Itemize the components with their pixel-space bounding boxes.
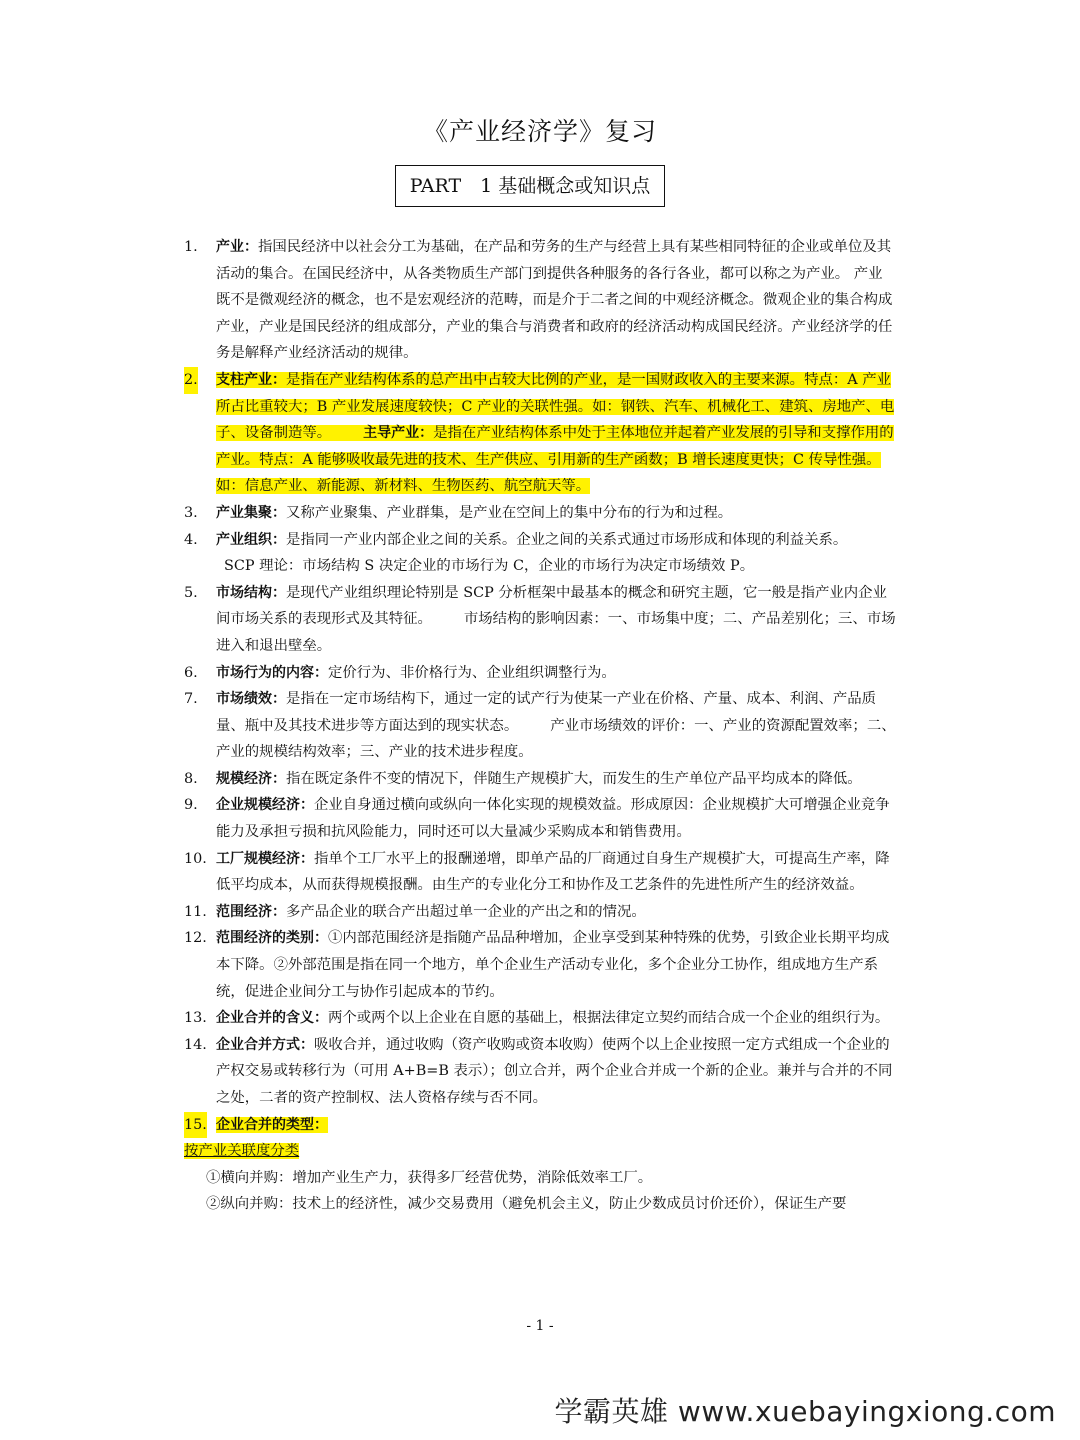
list-item-1 bbox=[184, 234, 896, 367]
item-number: 10. bbox=[184, 850, 207, 867]
part-heading-box: PART 1 基础概念或知识点 bbox=[395, 165, 665, 207]
list-item-12 bbox=[184, 925, 896, 1005]
item-text-2: 是指在产业结构体系中处于主体地位并起着产业发展的引导和支撑作用的产业。特点：A 能够吸收最先进的技术、生产供应、引用新的生产函数；B 增长速度更快；C 传导性强。如：信息产业、新能源、新材料、生物医药、航空航天等。 bbox=[216, 425, 894, 495]
item-number: 2. bbox=[184, 367, 198, 394]
item-number: 12. bbox=[184, 930, 207, 947]
item-term: 产业： bbox=[216, 239, 258, 255]
list-item-2 bbox=[184, 367, 896, 500]
item-number: 8. bbox=[184, 770, 198, 787]
item-number: 15. bbox=[184, 1112, 207, 1139]
list-item-10 bbox=[184, 846, 896, 899]
item-text: 吸收合并，通过收购（资产收购或资本收购）使两个以上企业按照一定方式组成一个企业的产权交易或转移行为（可用 A+B=B 表示）；创立合并，两个企业合并成一个新的企业。兼并与合并的不同之处，二者的资产控制权、法人资格存续与否不同。 bbox=[216, 1036, 893, 1106]
item-term: 企业合并的含义： bbox=[216, 1010, 328, 1027]
item-term: 工厂规模经济： bbox=[216, 850, 314, 867]
item-text: 是现代产业组织理论特别是 SCP 分析框架中最基本的概念和研究主题，它一般是指产业内企业间市场关系的表现形式及其特征。 bbox=[216, 584, 887, 628]
watermark-text: 学霸英雄 www.xuebayingxiong.com bbox=[554, 1395, 1056, 1428]
list-item-4 bbox=[184, 527, 896, 554]
item-number: 14. bbox=[184, 1036, 207, 1053]
item-term-2: 主导产业： bbox=[363, 425, 434, 442]
item-text: 是指同一产业内部企业之间的关系。企业之间的关系式通过市场形成和体现的利益关系。 bbox=[286, 531, 848, 548]
sub-item-horizontal: ①横向并购：增加产业生产力，获得多厂经营优势，消除低效率工厂。 bbox=[206, 1169, 653, 1186]
item-term: 企业合并方式： bbox=[216, 1036, 314, 1053]
item-term: 范围经济的类别： bbox=[216, 930, 328, 947]
list-item-6 bbox=[184, 660, 896, 687]
sub-item-vertical: ②纵向并购：技术上的经济性，减少交易费用（避免机会主义，防止少数成员讨价还价），保证生产要 bbox=[206, 1196, 847, 1213]
item-term: 产业组织： bbox=[216, 531, 286, 548]
item-text: 是指在一定市场结构下，通过一定的试产行为使某一产业在价格、产量、成本、利润、产品质量、瓶中及其技术进步等方面达到的现实状态。 bbox=[216, 691, 877, 734]
list-item-9 bbox=[184, 792, 896, 845]
item-term: 市场绩效： bbox=[216, 691, 286, 708]
list-item-5 bbox=[184, 580, 896, 660]
item-term: 产业集聚： bbox=[216, 504, 286, 521]
list-item-7 bbox=[184, 686, 896, 766]
item-text: 两个或两个以上企业在自愿的基础上，根据法律定立契约而结合成一个企业的组织行为。 bbox=[328, 1010, 890, 1027]
item-text: 又称产业聚集、产业群集，是产业在空间上的集中分布的行为和过程。 bbox=[286, 504, 733, 521]
document-title: 《产业经济学》复习 bbox=[422, 117, 657, 146]
page-number: - 1 - bbox=[526, 1318, 554, 1334]
item-number: 4. bbox=[184, 531, 198, 548]
item-term: 市场结构： bbox=[216, 584, 286, 601]
item-text: 指在既定条件不变的情况下，伴随生产规模扩大，而发生的生产单位产品平均成本的降低。 bbox=[286, 770, 862, 787]
item-term: 支柱产业： bbox=[216, 371, 286, 388]
item-term: 企业合并的类型： bbox=[216, 1116, 328, 1133]
item-text: 定价行为、非价格行为、企业组织调整行为。 bbox=[328, 664, 616, 681]
item-number: 7. bbox=[184, 691, 198, 708]
item-number: 9. bbox=[184, 797, 198, 814]
item-text: 指国民经济中以社会分工为基础，在产品和劳务的生产与经营上具有某些相同特征的企业或单位及其活动的集合。在国民经济中，从各类物质生产部门到提供各种服务的各行各业，都可以称之为产业。 产业既不是微观经济的概念，也不是宏观经济的范畴，而是介于二者之间的中观经济概念。微观企业的集合构成产业，产业是国民经济的组成部分，产业的集合与消费者和政府的经济活动构成国民经济。产业经济学的任务是解释产业经济活动的规律。 bbox=[216, 239, 893, 362]
item-text: 企业自身通过横向或纵向一体化实现的规模效益。形成原因：企业规模扩大可增强企业竞争能力及承担亏损和抗风险能力，同时还可以大量减少采购成本和销售费用。 bbox=[216, 797, 890, 841]
item-number: 13. bbox=[184, 1010, 207, 1027]
list-item-11 bbox=[184, 899, 896, 926]
item-text: 多产品企业的联合产出超过单一企业的产出之和的情况。 bbox=[286, 903, 646, 920]
list-item-8 bbox=[184, 766, 896, 793]
item-term: 规模经济： bbox=[216, 770, 286, 787]
item-text: 指单个工厂水平上的报酬递增，即单产品的厂商通过自身生产规模扩大，可提高生产率，降低平均成本，从而获得规模报酬。由生产的专业化分工和协作及工艺条件的先进性所产生的经济效益。 bbox=[216, 850, 890, 894]
item-number: 11. bbox=[184, 903, 207, 920]
list-item-13 bbox=[184, 1005, 896, 1032]
item-number: 6. bbox=[184, 664, 198, 681]
item-text-2: 产业市场绩效的评价：一、产业的资源配置效率；二、产业的规模结构效率；三、产业的技术进步程度。 bbox=[216, 717, 896, 761]
item-number: 3. bbox=[184, 504, 198, 521]
list-item-3 bbox=[184, 500, 896, 527]
scp-theory-line: SCP 理论：市场结构 S 决定企业的市场行为 C，企业的市场行为决定市场绩效 P。 bbox=[224, 558, 755, 575]
item-text: 是指在产业结构体系的总产出中占较大比例的产业，是一国财政收入的主要来源。特点：A 产业所占比重较大；B 产业发展速度较快；C 产业的关联性强。如：钢铁、汽车、机械化工、建筑、房地产、电子、设备制造等。 bbox=[216, 371, 895, 442]
item-text-2: 市场结构的影响因素：一、市场集中度；二、产品差别化；三、市场进入和退出壁垒。 bbox=[216, 611, 896, 654]
list-item-15 bbox=[184, 1112, 896, 1139]
item-term: 范围经济： bbox=[216, 903, 286, 920]
item-number: 1. bbox=[184, 239, 198, 255]
content-body bbox=[184, 234, 896, 1218]
item-term: 企业规模经济： bbox=[216, 797, 314, 814]
item-term: 市场行为的内容： bbox=[216, 664, 328, 681]
list-item-14 bbox=[184, 1032, 896, 1112]
item-text: ①内部范围经济是指随产品品种增加，企业享受到某种特殊的优势，引致企业长期平均成本下降。②外部范围是指在同一个地方，单个企业生产活动专业化，多个企业分工协作，组成地方生产系统，促进企业间分工与协作引起成本的节约。 bbox=[216, 930, 890, 1000]
category-heading: 按产业关联度分类 bbox=[184, 1143, 300, 1160]
item-number: 5. bbox=[184, 584, 198, 601]
